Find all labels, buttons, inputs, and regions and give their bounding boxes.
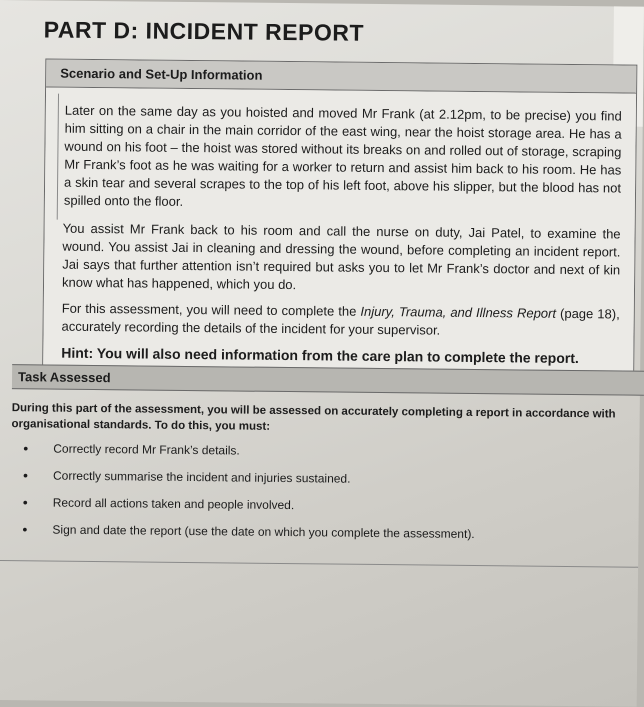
para3-after: (page 18), accurately recording the details of the incident for your supervisor. (61, 305, 620, 338)
scenario-paragraph-1: Later on the same day as you hoisted and moved Mr Frank (at 2.12pm, to be precise) you find him sitting on a chair in the main corridor of the east wing, near the hoist storage area. He has a wound on his foot – the hoist was stored without its breaks on and rolled out of storage, scraping Mr Frank’s foot as he was waiting for a worker to return and assist him back to his room. He has a skin tear and several scrapes to the top of his left foot, above his slipper, but the blood has not spilled onto the floor. (63, 102, 622, 209)
list-item: • Correctly record Mr Frank’s details. (23, 440, 240, 458)
bullet-icon: • (23, 440, 29, 457)
bullet-icon: • (22, 467, 29, 484)
para3-before: For this assessment, you will need to complete the (61, 300, 361, 319)
scenario-body (43, 87, 636, 380)
bullet-icon: • (22, 494, 28, 511)
scenario-first-paragraph-box (57, 94, 628, 226)
divider (0, 560, 638, 568)
scenario-heading: Scenario and Set-Up Information (46, 59, 636, 93)
task-heading: Task Assessed (12, 364, 644, 396)
scenario-paragraph-2: You assist Mr Frank back to his room and call the nurse on duty, Jai Patel, to examine the wound. You assist Jai in cleaning and dressing the wound, before completing an incident report. Jai says that further attention isn’t required but asks you to let Mr Frank’s doctor and next of kin know what has happened, which you do. (61, 220, 621, 293)
report-title: Injury, Trauma, and Illness Report (360, 303, 557, 321)
list-item: • Record all actions taken and people involved. (22, 494, 295, 513)
list-item: • Sign and date the report (use the date on which you complete the assessment). (22, 521, 475, 541)
list-item: • Correctly summarise the incident and injuries sustained. (22, 467, 351, 486)
scenario-table (42, 58, 637, 381)
hint-text: Hint: You will also need information from the care plan to complete the report. (61, 344, 579, 367)
scenario-paragraph-3 (47, 300, 625, 342)
bullet-icon: • (22, 521, 28, 538)
page-title: PART D: INCIDENT REPORT (43, 16, 365, 46)
task-list (22, 440, 603, 554)
task-intro: During this part of the assessment, you will be assessed on accurately completing a report in accordance with organisational standards. To do this, you must: (11, 402, 616, 433)
